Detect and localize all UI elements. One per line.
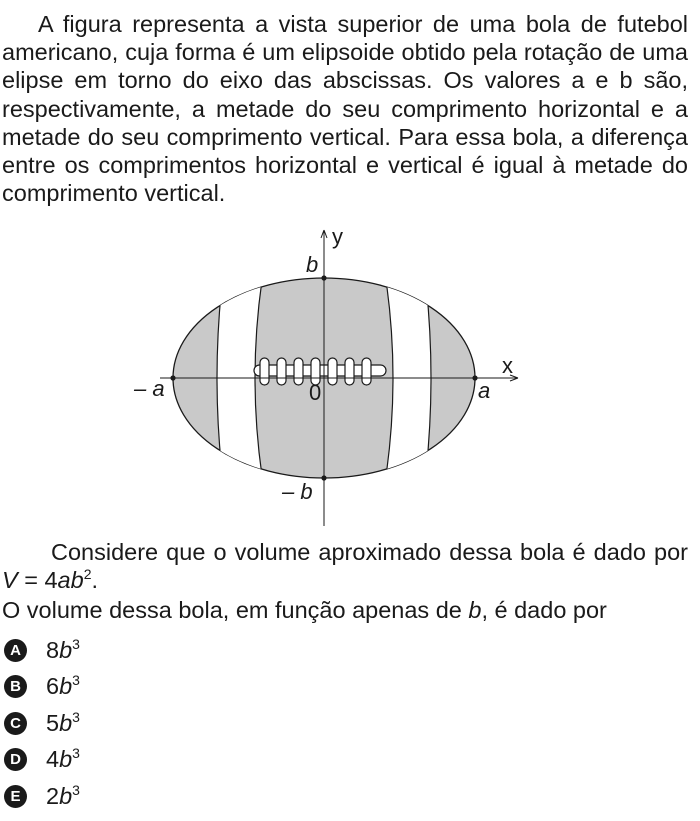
option-var: b — [59, 673, 73, 700]
volume-end: . — [91, 567, 99, 594]
option-coef: 2 — [46, 782, 60, 809]
option-text — [46, 637, 80, 664]
option-text — [46, 783, 80, 810]
point-b-top — [321, 275, 326, 280]
label-a-left: – a — [134, 376, 165, 401]
option-letter-badge: B — [4, 675, 27, 698]
football-diagram — [120, 224, 540, 534]
label-b-bottom: – b — [282, 479, 313, 504]
option-text — [46, 673, 80, 700]
label-a-right: a — [478, 378, 491, 403]
volume-paragraph — [2, 538, 688, 594]
volume-exponent: 2 — [83, 566, 92, 583]
option-var: b — [59, 782, 73, 809]
question-before: O volume dessa bola, em função apenas de — [2, 597, 469, 623]
option-letter-badge: E — [4, 785, 27, 808]
option-text — [46, 746, 80, 773]
option-exp: 3 — [72, 781, 80, 798]
option-e[interactable] — [4, 778, 80, 815]
option-exp: 3 — [72, 672, 80, 689]
question-var: b — [468, 597, 482, 623]
option-letter-badge: A — [4, 639, 27, 662]
point-b-bottom — [321, 475, 326, 480]
option-var: b — [59, 636, 73, 663]
label-origin: 0 — [309, 380, 322, 405]
option-coef: 5 — [46, 709, 60, 736]
option-b[interactable] — [4, 669, 80, 706]
option-coef: 4 — [46, 746, 60, 773]
option-exp: 3 — [72, 708, 80, 725]
option-d[interactable] — [4, 742, 80, 779]
option-a[interactable] — [4, 632, 80, 669]
volume-var-v: V — [2, 567, 18, 594]
option-coef: 8 — [46, 636, 60, 663]
football-figure — [120, 224, 540, 539]
option-c[interactable] — [4, 705, 80, 742]
point-a-right — [472, 375, 477, 380]
axis-y-label: y — [332, 224, 343, 249]
volume-var-ab: ab — [57, 567, 84, 594]
option-letter-badge: D — [4, 748, 27, 771]
volume-text: Considere que o volume aproximado dessa bola é dado por — [51, 539, 688, 565]
question-text — [2, 596, 688, 624]
option-exp: 3 — [72, 635, 80, 652]
option-var: b — [59, 709, 73, 736]
question-after: , é dado por — [481, 597, 607, 623]
option-var: b — [59, 746, 73, 773]
intro-paragraph: A figura representa a vista superior de uma bola de futebol americano, cuja forma é um elipsoide obtido pela rotação de uma elipse em torno do eixo das abscissas. Os valores a e b são, respectivamente, a metade do seu comprimento horizontal e a metade do seu comprimento vertical. Para essa bola, a diferença entre os comprimentos horizontal e vertical é igual à metade do comprimento vertical. — [2, 11, 688, 207]
option-letter-badge: C — [4, 712, 27, 735]
answer-options — [4, 632, 80, 815]
option-text — [46, 710, 80, 737]
point-a-left — [170, 375, 175, 380]
option-exp: 3 — [72, 745, 80, 762]
option-coef: 6 — [46, 673, 60, 700]
axis-x-label: x — [502, 353, 513, 378]
label-b-top: b — [306, 252, 319, 277]
volume-equals: = 4 — [17, 567, 58, 594]
